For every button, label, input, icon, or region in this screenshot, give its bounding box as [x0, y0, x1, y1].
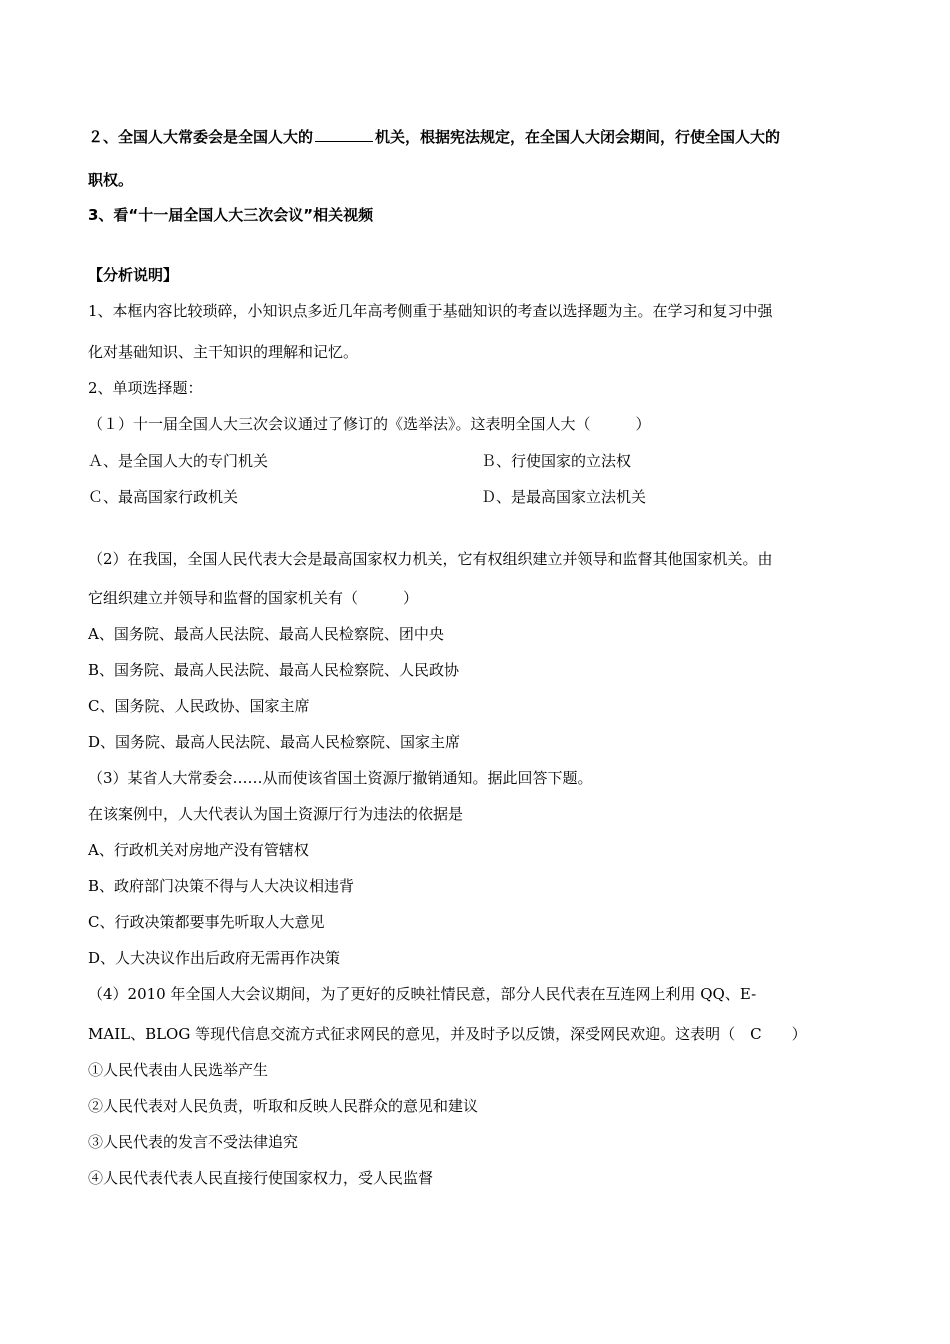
question-3-stem-line-1: （3）某省人大常委会……从而使该省国土资源厅撤销通知。据此回答下题。	[88, 769, 593, 787]
question-2-stem-line-2: 它组织建立并领导和监督的国家机关有（ ）	[88, 589, 419, 607]
analysis-heading: 【分析说明】	[88, 266, 179, 284]
question-3-stem-line-2: 在该案例中，人大代表认为国土资源厅行为违法的依据是	[88, 805, 464, 823]
question-2-stem-line-1: （2）在我国，全国人民代表大会是最高国家权力机关，它有权组织建立并领导和监督其他国家机关。由	[88, 550, 773, 568]
question-1-options-row-2	[88, 487, 647, 507]
analysis-paragraph-2: 2、单项选择题：	[88, 379, 203, 397]
question-3-option-d: D、人大决议作出后政府无需再作决策	[88, 949, 341, 967]
analysis-paragraph-1-line-2: 化对基础知识、主干知识的理解和记忆。	[88, 343, 359, 361]
question-4-option-2: ②人民代表对人民负责，听取和反映人民群众的意见和建议	[88, 1097, 479, 1115]
analysis-paragraph-1-line-1: 1、本框内容比较琐碎，小知识点多近几年高考侧重于基础知识的考查以选择题为主。在学习和复习中强	[88, 302, 773, 320]
item-2-text-after: 机关，根据宪法规定，在全国人大闭会期间，行使全国人大的	[375, 128, 781, 146]
question-4-stem-line-1: （4）2010 年全国人大会议期间，为了更好的反映社情民意，部分人民代表在互连网上利用 QQ、E-	[88, 985, 757, 1003]
question-4-option-1: ①人民代表由人民选举产生	[88, 1061, 269, 1079]
question-4-stem-line-2: MAIL、BLOG 等现代信息交流方式征求网民的意见，并及时予以反馈，深受网民欢迎。这表明（ C ）	[88, 1025, 807, 1043]
question-2-option-a: A、国务院、最高人民法院、最高人民检察院、团中央	[88, 625, 444, 643]
fill-in-blank	[315, 127, 373, 142]
question-3-option-a: A、行政机关对房地产没有管辖权	[88, 841, 309, 859]
question-1-option-a: Ａ、是全国人大的专门机关	[88, 452, 269, 470]
question-1-option-d: Ｄ、是最高国家立法机关	[481, 488, 647, 506]
question-1-option-b: Ｂ、行使国家的立法权	[481, 452, 632, 470]
question-2-option-c: C、国务院、人民政协、国家主席	[88, 697, 310, 715]
question-3-option-c: C、行政决策都要事先听取人大意见	[88, 913, 325, 931]
question-4-option-4: ④人民代表代表人民直接行使国家权力，受人民监督	[88, 1169, 434, 1187]
question-1-stem: （１）十一届全国人大三次会议通过了修订的《选举法》。这表明全国人大（ ）	[88, 415, 651, 433]
question-1-option-c: Ｃ、最高国家行政机关	[88, 488, 239, 506]
question-2-option-d: D、国务院、最高人民法院、最高人民检察院、国家主席	[88, 733, 461, 751]
item-3-line: 3、看“十一届全国人大三次会议”相关视频	[88, 206, 374, 224]
item-2-line	[88, 127, 780, 147]
question-3-option-b: B、政府部门决策不得与人大决议相违背	[88, 877, 355, 895]
question-2-option-b: B、国务院、最高人民法院、最高人民检察院、人民政协	[88, 661, 460, 679]
question-1-options-row-1	[88, 451, 632, 471]
item-2-text-before: ２、全国人大常委会是全国人大的	[88, 128, 314, 146]
item-2-continuation: 职权。	[88, 171, 134, 189]
question-4-option-3: ③人民代表的发言不受法律追究	[88, 1133, 299, 1151]
